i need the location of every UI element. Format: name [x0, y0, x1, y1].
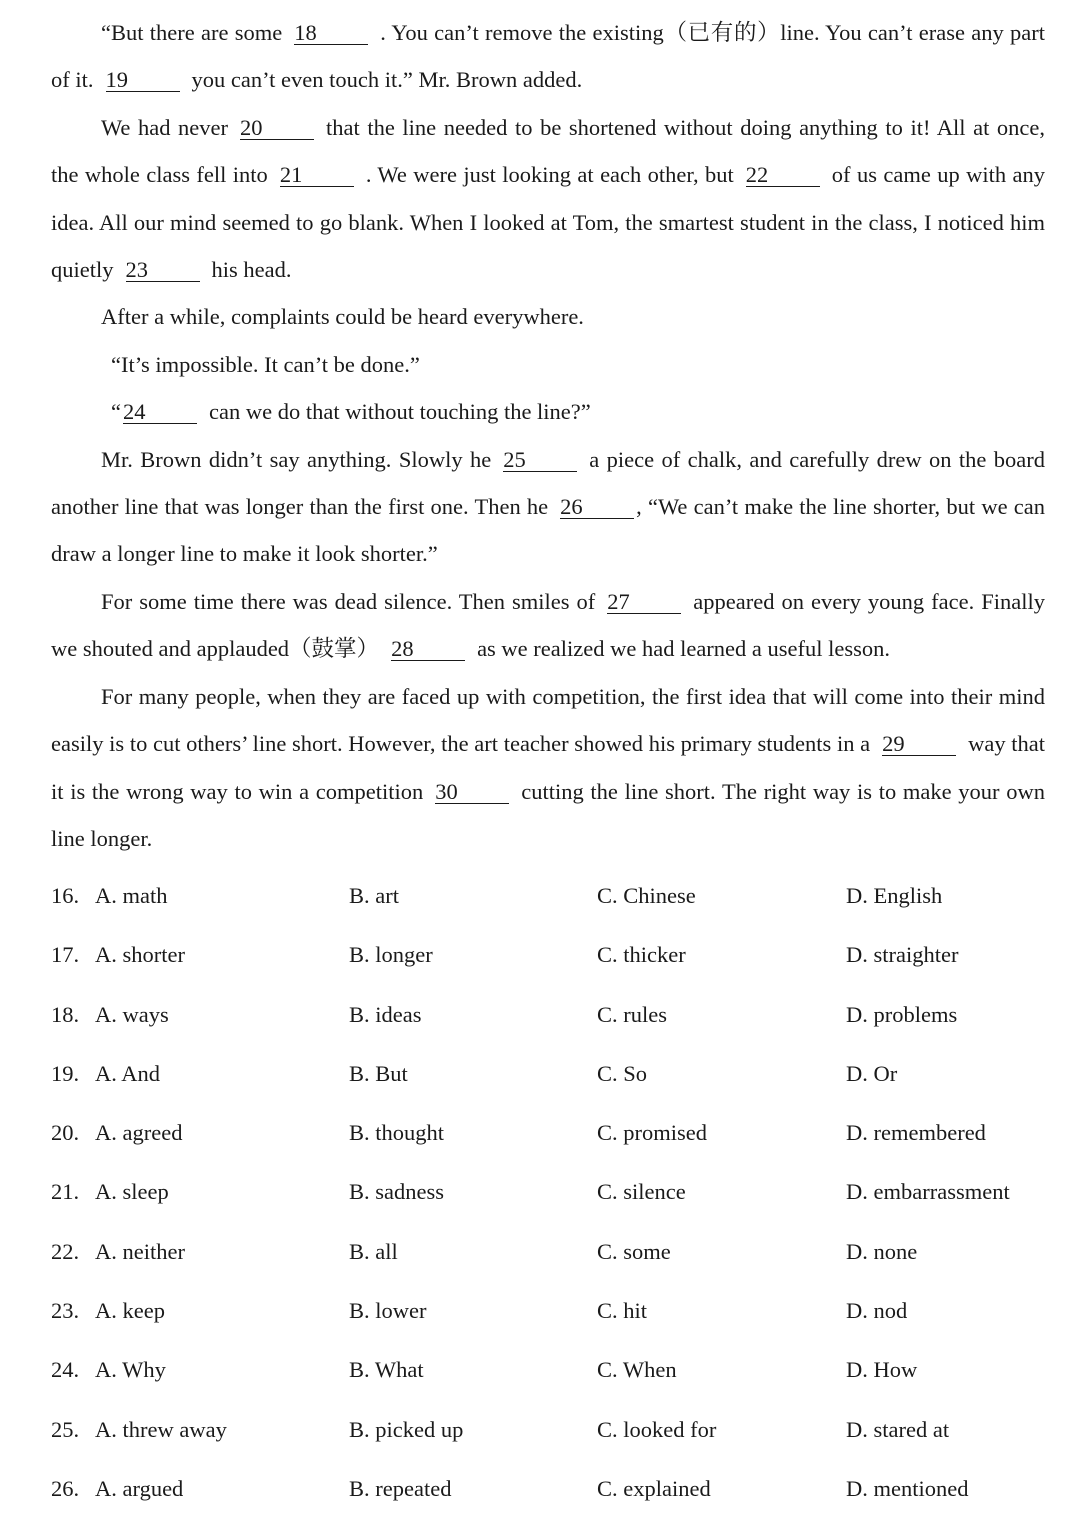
- paragraph-3: After a while, complaints could be heard everywhere.: [101, 304, 584, 330]
- passage-text: “: [111, 399, 121, 425]
- passage-text: , “We can’t make the line shorter, but we can draw a longer line to make it look shorter.”: [51, 494, 1045, 567]
- passage-text: cutting the line short. The right way is to make your own line longer.: [51, 778, 1045, 851]
- option-c: C. When: [597, 1357, 677, 1383]
- option-a: A. And: [95, 1060, 161, 1086]
- option-d: D. stared at: [846, 1416, 950, 1442]
- question-row-20: [51, 1103, 1045, 1162]
- passage-text: as we realized we had learned a useful lesson.: [477, 636, 891, 662]
- passage-text: . You can’t remove the existing（已有的）line. You can’t erase any part of it.: [51, 20, 1046, 93]
- option-a: A. math: [95, 883, 168, 908]
- option-d: D. How: [846, 1357, 918, 1383]
- passage-text: For some time there was dead silence. Then smiles of: [101, 588, 596, 614]
- question-number: 24.: [51, 1357, 80, 1383]
- option-c: C. promised: [597, 1120, 707, 1146]
- passage-text: “But there are some: [101, 20, 283, 45]
- option-b: B. all: [349, 1238, 398, 1264]
- blank-18: 18: [294, 22, 368, 45]
- question-number: 25.: [51, 1416, 80, 1442]
- blank-20: 20: [240, 117, 314, 140]
- option-b: B. What: [349, 1357, 424, 1383]
- option-d: D. remembered: [846, 1120, 986, 1146]
- option-b: B. But: [349, 1060, 408, 1086]
- blank-29: 29: [882, 733, 956, 756]
- option-c: C. hit: [597, 1298, 648, 1324]
- question-row-22: [51, 1222, 1045, 1281]
- blank-28: 28: [391, 638, 465, 661]
- paragraph-4: “It’s impossible. It can’t be done.”: [111, 351, 420, 377]
- blank-23: 23: [126, 259, 200, 282]
- option-a: A. keep: [95, 1298, 165, 1324]
- blank-19: 19: [106, 69, 180, 92]
- option-c: C. rules: [597, 1001, 667, 1027]
- question-row-23: [51, 1281, 1045, 1340]
- question-row-18: [51, 985, 1045, 1044]
- passage-text: Mr. Brown didn’t say anything. Slowly he: [101, 446, 492, 472]
- option-b: B. ideas: [349, 1001, 422, 1027]
- option-d: D. mentioned: [846, 1475, 969, 1501]
- option-d: D. straighter: [846, 942, 959, 968]
- paragraph-2: [51, 104, 1045, 294]
- question-number: 26.: [51, 1475, 80, 1501]
- question-number: 20.: [51, 1120, 80, 1146]
- option-c: C. Chinese: [597, 883, 696, 908]
- paragraph-5: [51, 388, 1045, 435]
- option-a: A. ways: [95, 1001, 169, 1027]
- option-c: C. So: [597, 1060, 648, 1086]
- option-b: B. sadness: [349, 1179, 444, 1205]
- option-d: D. embarrassment: [846, 1179, 1010, 1205]
- question-number: 17.: [51, 942, 80, 968]
- blank-25: 25: [503, 449, 577, 472]
- option-c: C. some: [597, 1238, 671, 1264]
- passage-text: appeared on every young face. Finally we shouted and applauded（鼓掌）: [51, 588, 1045, 662]
- question-row-24: [51, 1340, 1045, 1399]
- passage-text: . We were just looking at each other, but: [365, 162, 734, 188]
- option-c: C. looked for: [597, 1416, 717, 1442]
- option-b: B. picked up: [349, 1416, 464, 1442]
- passage-text: a piece of chalk, and carefully drew on the board another line that was longer than the first one. Then he: [51, 446, 1046, 520]
- option-d: D. Or: [846, 1060, 898, 1086]
- passage-text: of us came up with any idea. All our mind seemed to go blank. When I looked at Tom, the smartest student in the class, I noticed him quietly: [51, 162, 1045, 283]
- passage-text: his head.: [211, 257, 292, 283]
- cloze-passage: [51, 9, 1045, 862]
- option-d: D. problems: [846, 1001, 958, 1027]
- paragraph-1: [51, 9, 1045, 104]
- question-number: 18.: [51, 1001, 80, 1027]
- answer-options: [51, 866, 1045, 1518]
- question-number: 22.: [51, 1238, 80, 1264]
- option-a: A. shorter: [95, 942, 185, 968]
- blank-21: 21: [280, 164, 354, 187]
- option-d: D. nod: [846, 1298, 908, 1324]
- passage-text: can we do that without touching the line?”: [209, 399, 591, 425]
- option-c: C. thicker: [597, 942, 686, 968]
- option-d: D. none: [846, 1238, 918, 1264]
- paragraph-8: [51, 673, 1045, 863]
- option-d: D. English: [846, 883, 943, 908]
- blank-26: 26: [560, 496, 634, 519]
- question-row-21: [51, 1162, 1045, 1221]
- passage-text: that the line needed to be shortened without doing anything to it! All at once, the whole class fell into: [51, 114, 1046, 188]
- option-a: A. threw away: [95, 1416, 227, 1442]
- question-row-25: [51, 1400, 1045, 1459]
- question-row-19: [51, 1044, 1045, 1103]
- paragraph-6: [51, 436, 1045, 578]
- blank-30: 30: [435, 781, 509, 804]
- option-b: B. longer: [349, 942, 433, 968]
- question-number: 21.: [51, 1179, 80, 1205]
- passage-text: way that it is the wrong way to win a competition: [51, 731, 1045, 804]
- blank-24: 24: [123, 401, 197, 424]
- paragraph-7: [51, 578, 1045, 673]
- blank-22: 22: [746, 164, 820, 187]
- option-b: B. repeated: [349, 1475, 452, 1501]
- option-b: B. art: [349, 883, 399, 908]
- option-a: A. Why: [95, 1357, 166, 1383]
- passage-text: For many people, when they are faced up with competition, the first idea that will come into their mind easily is to cut others’ line short. However, the art teacher showed his primary students in a: [51, 683, 1045, 757]
- option-c: C. explained: [597, 1475, 711, 1501]
- option-c: C. silence: [597, 1179, 686, 1205]
- question-number: 23.: [51, 1298, 80, 1324]
- option-a: A. agreed: [95, 1120, 183, 1146]
- blank-27: 27: [607, 591, 681, 614]
- option-b: B. thought: [349, 1120, 445, 1146]
- question-row-26: [51, 1459, 1045, 1518]
- passage-text: We had never: [101, 114, 229, 140]
- passage-text: you can’t even touch it.” Mr. Brown added.: [191, 67, 583, 93]
- option-a: A. sleep: [95, 1179, 169, 1205]
- option-b: B. lower: [349, 1298, 427, 1324]
- option-a: A. neither: [95, 1238, 185, 1264]
- option-a: A. argued: [95, 1475, 184, 1501]
- question-row-17: [51, 925, 1045, 984]
- question-number: 19.: [51, 1060, 80, 1086]
- question-number: 16.: [51, 883, 80, 908]
- question-row-16: [51, 866, 1045, 925]
